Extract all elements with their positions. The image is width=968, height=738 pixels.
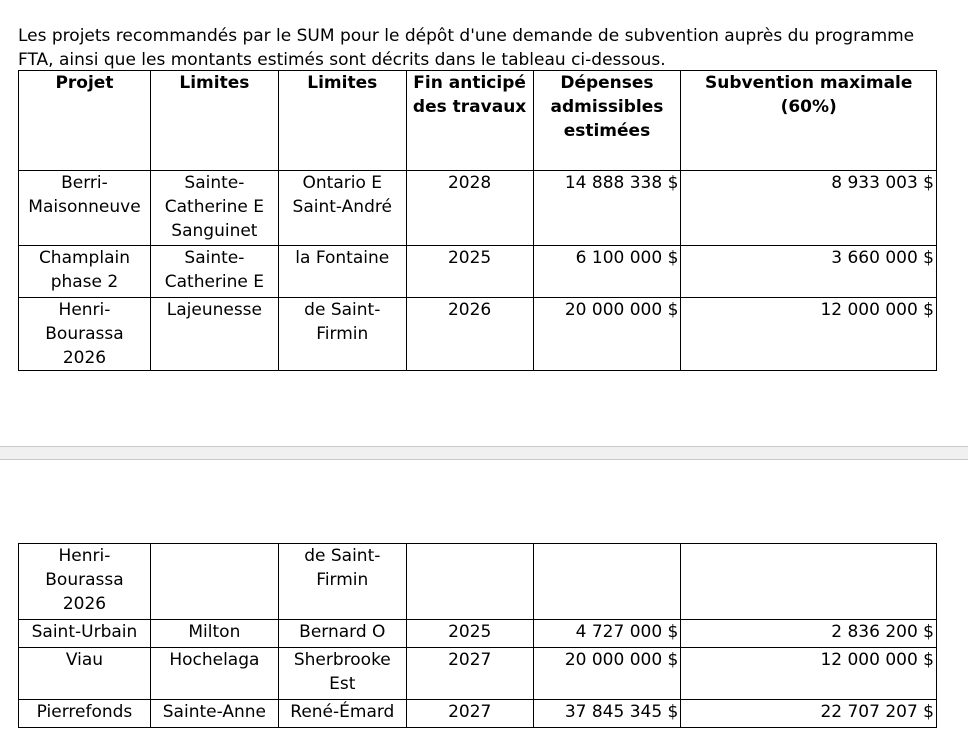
table-row [19, 700, 937, 728]
cell-limite1: Sainte-Catherine E [150, 246, 278, 298]
header-depenses: Dépenses admissibles estimées [533, 71, 681, 171]
table-row [19, 620, 937, 648]
cell-subvention: 3 660 000 $ [681, 246, 937, 298]
cell-projet: Henri-Bourassa 2026 [19, 298, 151, 371]
cell-subvention: 12 000 000 $ [681, 648, 937, 700]
cell-limite1: Sainte-Anne [150, 700, 278, 728]
cell-fin: 2027 [406, 648, 533, 700]
cell-subvention: 22 707 207 $ [681, 700, 937, 728]
cell-depenses: 20 000 000 $ [533, 648, 681, 700]
header-limites-2: Limites [278, 71, 406, 171]
cell-limite2: René-Émard [278, 700, 406, 728]
cell-subvention [681, 544, 937, 620]
intro-paragraph: Les projets recommandés par le SUM pour le dépôt d'une demande de subvention auprès du programme FTA, ainsi que les montants estimés sont décrits dans le tableau ci-dessous. [18, 26, 915, 70]
cell-depenses: 4 727 000 $ [533, 620, 681, 648]
cell-limite2: de Saint-Firmin [278, 544, 406, 620]
table-row [19, 648, 937, 700]
page-break [0, 446, 968, 460]
cell-projet: Viau [19, 648, 151, 700]
cell-limite2: Sherbrooke Est [278, 648, 406, 700]
cell-fin: 2026 [406, 298, 533, 371]
table-fragment-top [18, 70, 937, 368]
cell-subvention: 8 933 003 $ [681, 171, 937, 246]
table-row [19, 246, 937, 298]
header-fin: Fin anticipé des travaux [406, 71, 533, 171]
cell-limite2: Bernard O [278, 620, 406, 648]
cell-limite1: Sainte-Catherine E Sanguinet [150, 171, 278, 246]
cell-limite2: Ontario E Saint-André [278, 171, 406, 246]
table-fragment-bottom [18, 546, 937, 738]
table-header-row [19, 71, 937, 171]
cell-subvention: 12 000 000 $ [681, 298, 937, 371]
table-row [19, 171, 937, 246]
header-projet: Projet [19, 71, 151, 171]
cell-limite1: Lajeunesse [150, 298, 278, 371]
projects-table-continued [18, 543, 937, 728]
cell-subvention: 2 836 200 $ [681, 620, 937, 648]
cell-limite1: Hochelaga [150, 648, 278, 700]
projects-table [18, 70, 937, 371]
cell-projet: Saint-Urbain [19, 620, 151, 648]
cell-depenses: 37 845 345 $ [533, 700, 681, 728]
cell-projet: Champlain phase 2 [19, 246, 151, 298]
cell-depenses [533, 544, 681, 620]
header-limites-1: Limites [150, 71, 278, 171]
cell-depenses: 14 888 338 $ [533, 171, 681, 246]
cell-projet: Pierrefonds [19, 700, 151, 728]
cell-fin: 2028 [406, 171, 533, 246]
cell-limite2: la Fontaine [278, 246, 406, 298]
cell-projet: Henri-Bourassa 2026 [19, 544, 151, 620]
cell-fin: 2027 [406, 700, 533, 728]
cell-depenses: 6 100 000 $ [533, 246, 681, 298]
cell-fin: 2025 [406, 246, 533, 298]
cell-projet: Berri-Maisonneuve [19, 171, 151, 246]
cell-fin [406, 544, 533, 620]
cell-limite1 [150, 544, 278, 620]
table-row [19, 544, 937, 620]
table-row [19, 298, 937, 371]
cell-fin: 2025 [406, 620, 533, 648]
header-subvention: Subvention maximale (60%) [681, 71, 937, 171]
cell-limite1: Milton [150, 620, 278, 648]
cell-limite2: de Saint-Firmin [278, 298, 406, 371]
cell-depenses: 20 000 000 $ [533, 298, 681, 371]
